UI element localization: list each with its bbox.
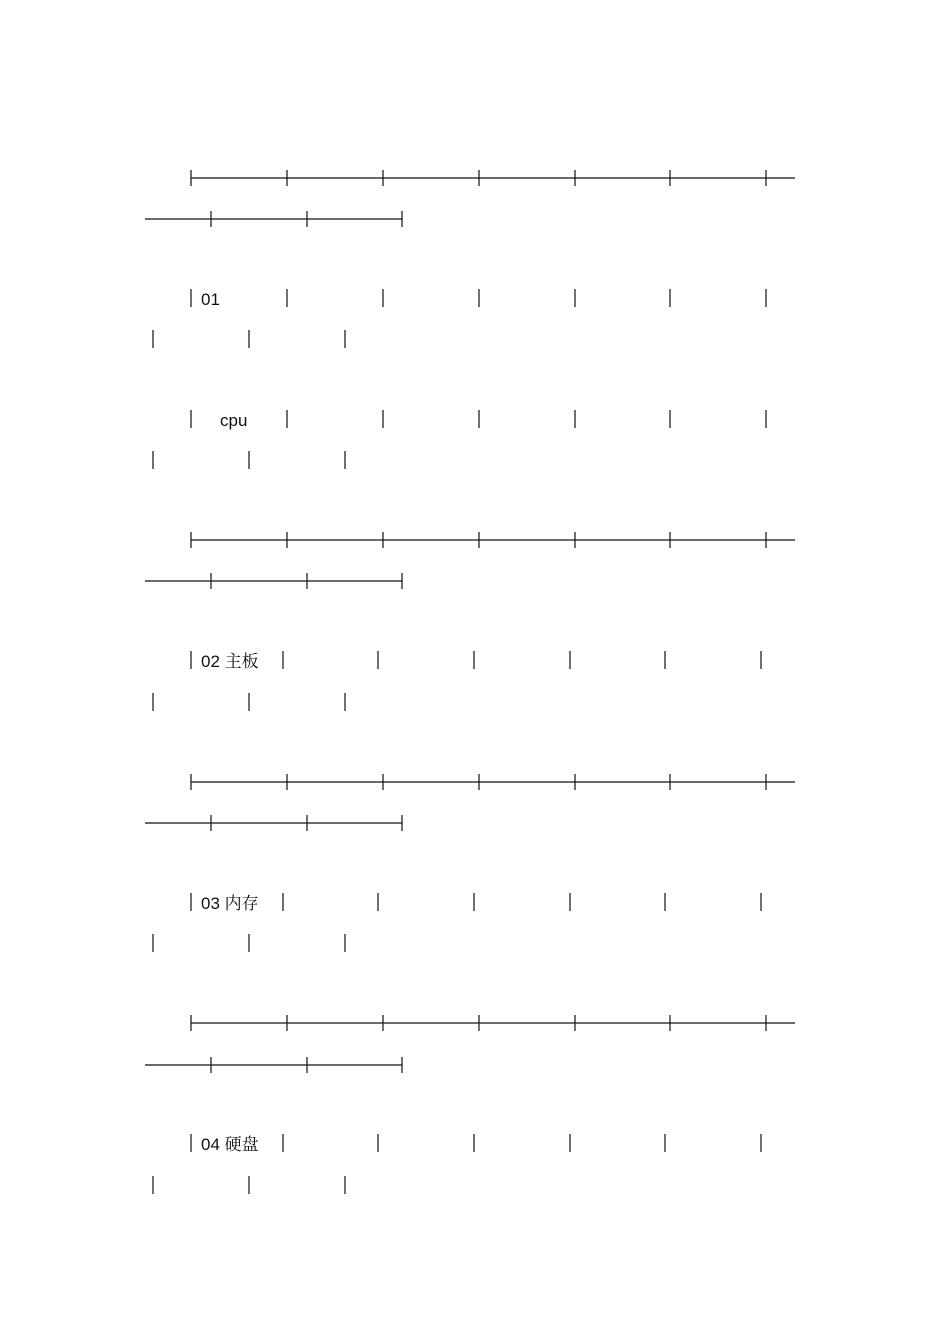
row-label: 04 硬盘: [201, 1135, 259, 1154]
table-row: [153, 1134, 761, 1194]
rule-line-group: [145, 1015, 795, 1073]
rule-line-group: [145, 170, 795, 227]
row-label: 03 内存: [201, 894, 259, 913]
row-label: 01: [201, 290, 220, 309]
rule-line-group: [145, 774, 795, 831]
rule-line-group: [145, 532, 795, 589]
table-row: [153, 289, 766, 348]
table-row: [153, 893, 761, 952]
row-label: 02 主板: [201, 652, 259, 671]
table-row: [153, 651, 761, 711]
table-row: [153, 410, 766, 469]
row-label: cpu: [220, 411, 248, 430]
